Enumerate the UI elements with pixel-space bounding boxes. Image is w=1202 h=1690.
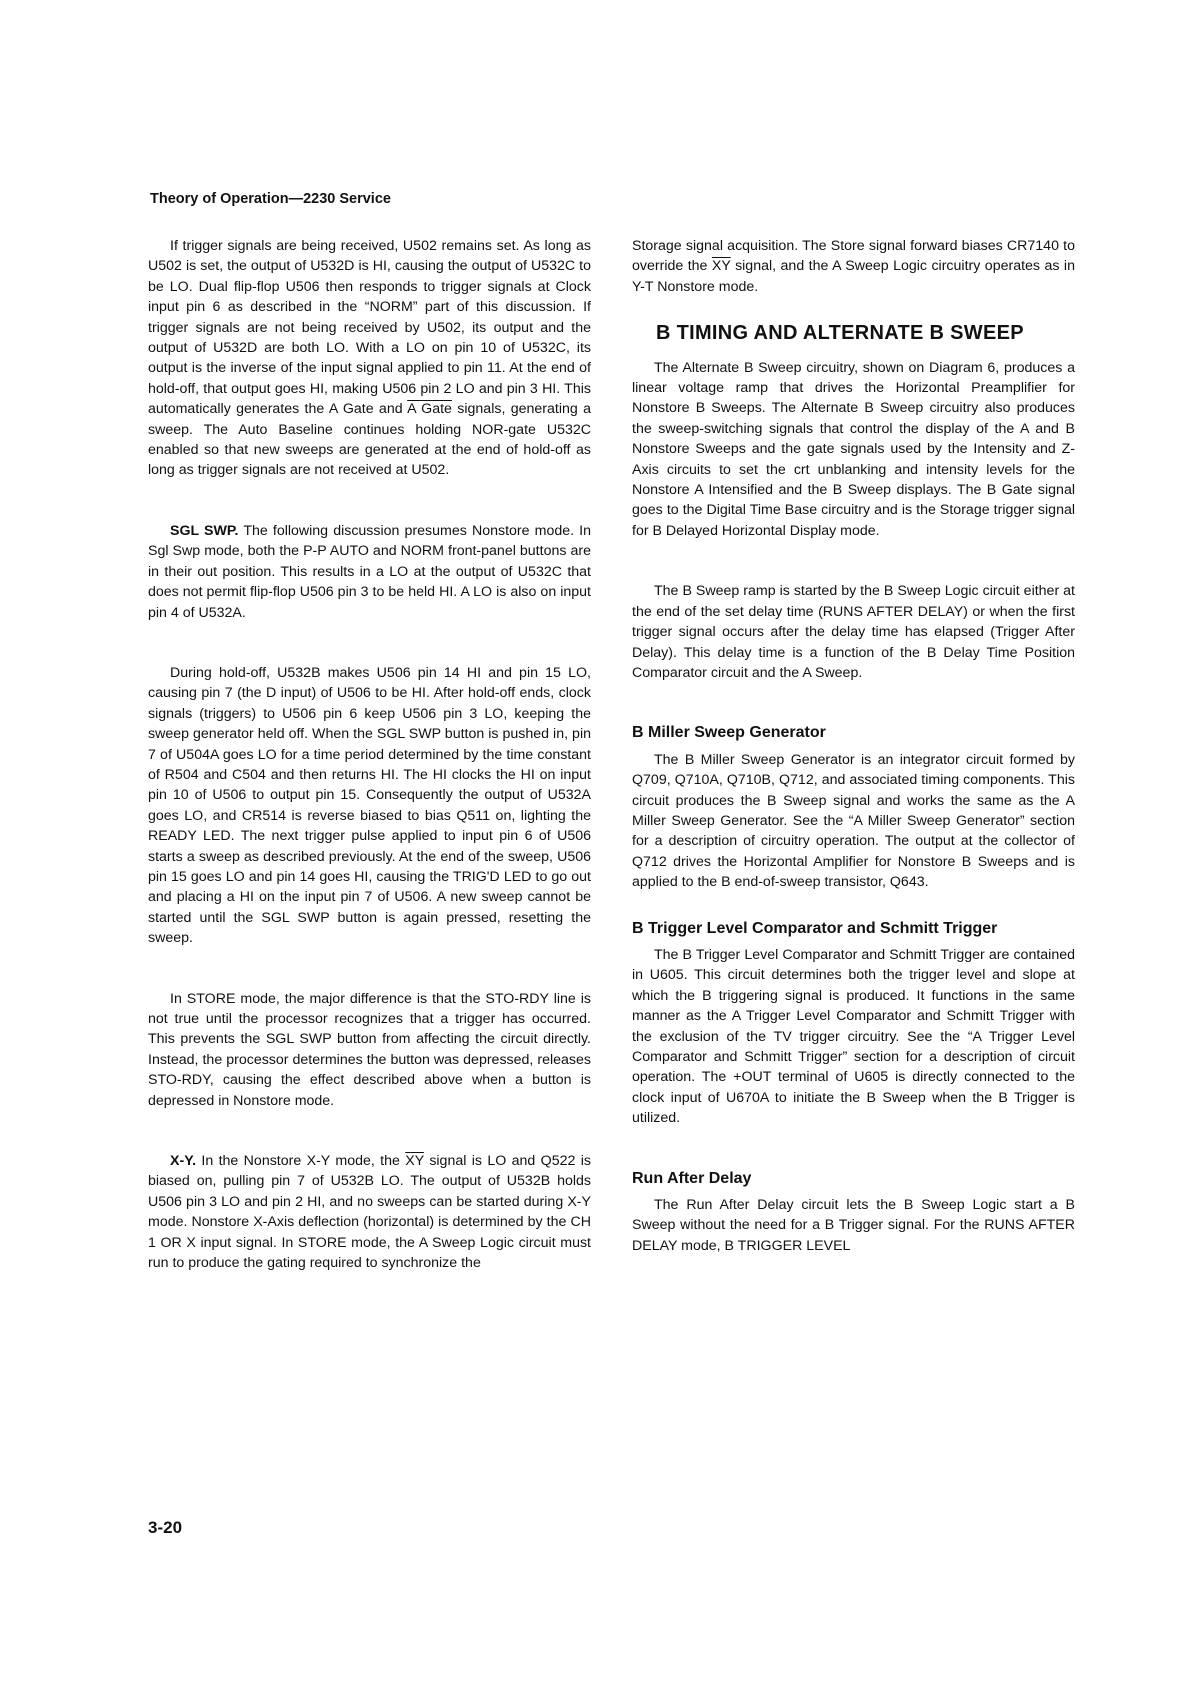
xy-not-signal-right: $\overline{XY}$ <box>711 258 731 275</box>
a-gate-not-signal: A Gate <box>407 401 452 418</box>
paragraph-alternate-b: The Alternate B Sweep circuitry, shown on Diagram 6, produces a linear voltage ramp that drives the Horizontal Preamplifier for Nonstore B Sweeps. The Alternate B Sweep circuitry also produces the sweep-switching signals that control the display of the A and B Nonstore Sweeps and the gate signals used by the Intensity and Z-Axis circuits to set the crt unblanking and intensity levels for the Nonstore A Intensified and the B Sweep displays. The B Gate signal goes to the Digital Time Base circuitry and is the Storage trigger signal for B Delayed Horizontal Display mode. <box>632 359 1075 539</box>
page-number: 3-20 <box>148 1518 183 1537</box>
left-column <box>148 236 591 1273</box>
paragraph-b-trigger: The B Trigger Level Comparator and Schmitt Trigger are contained in U605. This circuit determines both the trigger level and slope at which the B triggering signal is produced. It functions in the same manner as the A Trigger Level Comparator and Schmitt Trigger with the exclusion of the TV trigger circuitry. See the “A Trigger Level Comparator and Schmitt Trigger” section for a description of circuit operation. The +OUT terminal of U605 is directly connected to the clock input of U670A to initiate the B Sweep when the B Trigger is utilized. <box>632 946 1075 1127</box>
paragraph-run-after-delay: The Run After Delay circuit lets the B Sweep Logic start a B Sweep without the need for a B Trigger signal. For the RUNS AFTER DELAY mode, B TRIGGER LEVEL <box>632 1197 1075 1254</box>
right-column <box>632 236 1075 1256</box>
subheading-b-miller: B Miller Sweep Generator <box>632 724 826 742</box>
paragraph-xy: X-Y. In the Nonstore X-Y mode, the $\overline{XY}$ signal is LO and Q522 is biased on, pulling pin 7 of U532B LO. The output of U532B holds U506 pin 3 LO and pin 2 HI, and no sweeps can be started during X-Y mode. Nonstore X-Axis deflection (horizontal) is determined by the CH 1 OR X input signal. In STORE mode, the A Sweep Logic circuit must run to produce the gating required to synchronize the <box>148 1153 591 1272</box>
xy-lead: X-Y. <box>170 1153 197 1170</box>
running-header: Theory of Operation—2230 Service <box>150 191 391 207</box>
paragraph-b-miller: The B Miller Sweep Generator is an integrator circuit formed by Q709, Q710A, Q710B, Q712, and associated timing components. This circuit produces the B Sweep signal and works the same as the A Miller Sweep Generator. See the “A Miller Sweep Generator” section for a description of circuitry operation. The output at the collector of Q712 drives the Horizontal Amplifier for Nonstore B Sweeps and is applied to the B end-of-sweep transistor, Q643. <box>632 751 1075 891</box>
subheading-run-after-delay: Run After Delay <box>632 1169 752 1187</box>
paragraph-b-ramp: The B Sweep ramp is started by the B Sweep Logic circuit either at the end of the set delay time (RUNS AFTER DELAY) or when the first trigger signal occurs after the delay time has elapsed (Trigger After Delay). This delay time is a function of the B Delay Time Position Comparator circuit and the A Sweep. <box>632 583 1075 681</box>
paragraph-store-mode: In STORE mode, the major difference is that the STO-RDY line is not true until the processor recognizes that a trigger has occurred. This prevents the SGL SWP button from affecting the circuit directly. Instead, the processor determines the button was depressed, releases STO-RDY, causing the effect described above when a button is depressed in Nonstore mode. <box>148 990 591 1109</box>
paragraph-storage-continued: Storage signal acquisition. The Store signal forward biases CR7140 to override the $\overline{XY}$ signal, and the A Sweep Logic circuitry operates as in Y-T Nonstore mode. <box>632 238 1075 295</box>
paragraph-auto-trigger: If trigger signals are being received, U502 remains set. As long as U502 is set, the output of U532D is HI, causing the output of U532C to be LO. Dual flip-flop U506 then responds to trigger signals at Clock input pin 6 as described in the “NORM” part of this discussion. If trigger signals are not being received by U502, its output and the output of U532D are both LO. With a LO on pin 10 of U532C, its output is the inverse of the input signal applied to pin 11. At the end of hold-off, that output goes HI, making U506 pin 2 LO and pin 3 HI. This automatically generates the A Gate and A Gate signals, generating a sweep. The Auto Baseline continues holding NOR-gate U532C enabled so that new sweeps are generated at the end of hold-off as long as trigger signals are not received at U502. <box>148 238 591 479</box>
xy-not-signal: $\overline{XY}$ <box>405 1153 424 1170</box>
subheading-b-trigger: B Trigger Level Comparator and Schmitt Trigger <box>632 919 998 937</box>
section-title: B TIMING AND ALTERNATE B SWEEP <box>656 322 1024 345</box>
sgl-swp-lead: SGL SWP. <box>170 522 239 539</box>
paragraph-hold-off: During hold-off, U532B makes U506 pin 14 HI and pin 15 LO, causing pin 7 (the D input) of U506 to be HI. After hold-off ends, clock signals (triggers) to U506 pin 6 keep U506 pin 3 LO, keeping the sweep generator held off. When the SGL SWP button is pushed in, pin 7 of U504A goes LO for a time period determined by the time constant of R504 and C504 and then returns HI. The HI clocks the HI on input pin 10 of U506 to output pin 15. Consequently the output of U532A goes LO, and CR514 is reverse biased to bias Q511 on, lighting the READY LED. The next trigger pulse applied to input pin 6 of U506 starts a sweep as described previously. At the end of the sweep, U506 pin 15 goes LO and pin 14 goes HI, causing the TRIG'D LED to go out and placing a HI on the input pin 7 of U506. A new sweep cannot be started until the SGL SWP button is again pressed, resetting the sweep. <box>148 664 591 947</box>
paragraph-sgl-swp: SGL SWP. The following discussion presumes Nonstore mode. In Sgl Swp mode, both the P-P AUTO and NORM front-panel buttons are in their out position. This results in a LO at the output of U532C that does not permit flip-flop U506 pin 3 to be held HI. A LO is also on input pin 4 of U532A. <box>148 522 591 621</box>
